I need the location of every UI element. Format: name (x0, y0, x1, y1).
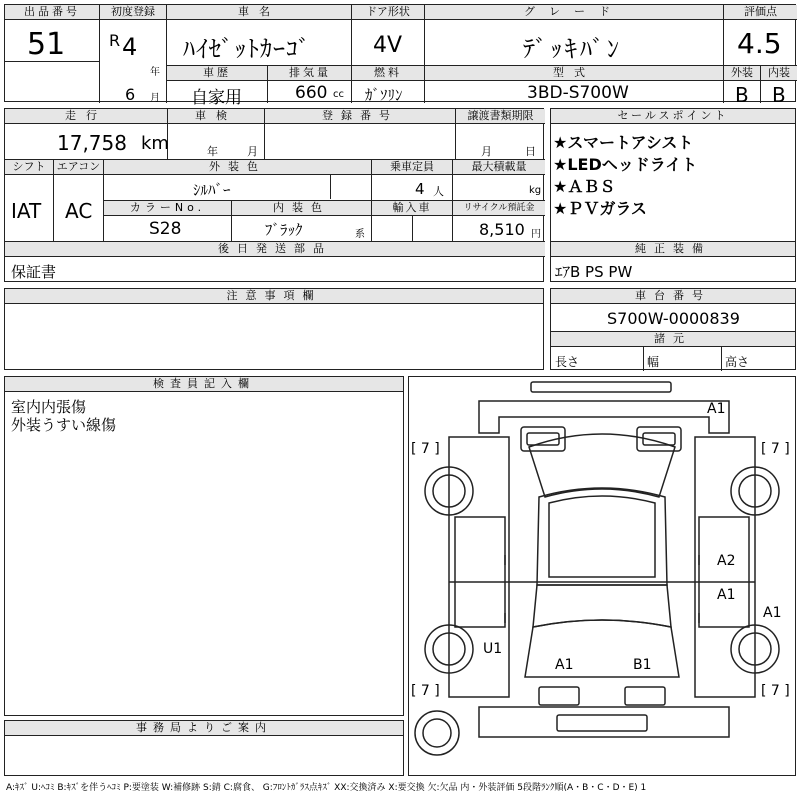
recycle-label: リサイクル預託金 (453, 201, 545, 216)
mark-b1: B1 (633, 657, 652, 673)
sales-point-3: ★ＡＢＳ (553, 177, 616, 196)
ac: AC (65, 199, 93, 223)
mark-far-right-a1: A1 (763, 605, 782, 621)
width-label: 幅 (647, 355, 660, 369)
insp-month-unit: 月 (247, 145, 258, 158)
later-parts-label: 後日発送部品 (5, 242, 545, 257)
length-label: 長さ (555, 355, 580, 369)
history: 自家用 (191, 88, 242, 108)
load-unit: kg (529, 185, 542, 196)
mark-rear-left-a1: A1 (555, 657, 574, 673)
fuel: ｶﾞｿﾘﾝ (365, 86, 403, 104)
mark-right-mid-a1: A1 (717, 587, 736, 603)
score-label: 評価点 (724, 5, 797, 20)
sales-point-2: ★LEDヘッドライト (553, 155, 698, 174)
mark-left-top-bracket: [ 7 ] (411, 441, 440, 457)
model: 3BD-S700W (527, 83, 629, 103)
ac-label: エアコン (54, 160, 103, 175)
grade: ﾃﾞｯｷﾊﾞﾝ (523, 35, 622, 63)
height-label: 高さ (725, 355, 750, 369)
chassis-label: 車台番号 (551, 289, 795, 304)
score: 4.5 (737, 27, 782, 60)
lot-no: 51 (27, 27, 66, 62)
recycle: 8,510 (479, 220, 525, 239)
lot-no-label: 出品番号 (5, 5, 99, 20)
era: R (109, 31, 121, 50)
ext-color: ｼﾙﾊﾞｰ (193, 181, 231, 199)
office-block (4, 720, 404, 776)
color-no: S28 (149, 219, 182, 239)
mileage-unit: km (141, 133, 169, 154)
recycle-unit: 円 (531, 229, 541, 240)
mileage-label: 走行 (5, 109, 167, 124)
door-label: ドア形状 (352, 5, 424, 20)
model-label: 型式 (425, 66, 723, 81)
reg-year-unit: 年 (150, 67, 160, 78)
equipment-label: 純正装備 (551, 242, 795, 257)
ext-color-label: 外装色 (104, 160, 371, 175)
regno-label: 登録番号 (265, 109, 455, 124)
office-label: 事務局よりご案内 (5, 721, 403, 736)
mileage: 17,758 (57, 131, 127, 155)
header-block (4, 4, 796, 108)
grade-label: グレード (425, 5, 723, 20)
color-no-label: カラーNo. (104, 201, 231, 216)
car-name: ﾊｲｾﾞｯﾄｶｰｺﾞ (183, 35, 311, 63)
damage-diagram-block (408, 376, 796, 776)
inspection-label: 車検 (168, 109, 264, 124)
load-label: 最大積載量 (453, 160, 545, 175)
spec-label: 諸元 (551, 332, 795, 347)
displacement-label: 排気量 (268, 66, 352, 81)
car-name-label: 車名 (167, 5, 351, 20)
capacity-label: 乗車定員 (372, 160, 452, 175)
import-label: 輸入車 (372, 201, 452, 216)
sales-point-1: ★スマートアシスト (553, 133, 694, 152)
transfer-label: 譲渡書類期限 (456, 109, 545, 124)
capacity: 4 (415, 180, 425, 198)
reg-month: 6 (125, 85, 136, 104)
inspector-block (4, 376, 404, 716)
mark-u1: U1 (483, 641, 503, 657)
int-color-label: 内装色 (232, 201, 371, 216)
history-label: 車歴 (167, 66, 267, 81)
sales-points-block (550, 108, 796, 282)
sales-points-label: セールスポイント (551, 109, 795, 124)
notes-label: 注意事項欄 (5, 289, 543, 304)
displacement: 660 (295, 83, 328, 103)
inspector-line-1: 室内内張傷 (11, 398, 87, 416)
exterior-label: 外装 (724, 66, 760, 81)
insp-year-unit: 年 (207, 145, 218, 158)
later-parts: 保証書 (11, 263, 57, 281)
fuel-label: 燃料 (352, 66, 424, 81)
chassis-block (550, 288, 796, 370)
displacement-unit: cc (333, 89, 344, 100)
shift: IAT (11, 199, 42, 223)
mark-right-top-bracket: [ 7 ] (761, 441, 790, 457)
chassis-number: S700W-0000839 (607, 309, 740, 328)
vehicle-details-block (4, 108, 544, 282)
sales-point-4: ★ＰＶガラス (553, 199, 647, 218)
transfer-month-unit: 月 (481, 145, 492, 158)
capacity-unit: 人 (433, 185, 444, 198)
int-color: ﾌﾞﾗｯｸ (265, 221, 303, 239)
door: 4V (373, 33, 403, 58)
mark-top-right-a1: A1 (707, 401, 726, 417)
mark-right-bottom-bracket: [ 7 ] (761, 683, 790, 699)
first-reg-label: 初度登録 (100, 5, 166, 20)
damage-legend: A:ｷｽﾞ U:ﾍｺﾐ B:ｷｽﾞを伴うﾍｺﾐ P:要塗装 W:補修跡 S:錆 C:腐食、 G:ﾌﾛﾝﾄｶﾞﾗｽ点ｷｽﾞ XX:交換済み X:要交換 欠:欠品 内・外装評価 5段階ﾗﾝｸ順(A・B・C・D・E) 1 (6, 783, 647, 793)
reg-year: 4 (122, 33, 138, 61)
mark-a2: A2 (717, 553, 736, 569)
exterior-grade: B (735, 83, 749, 107)
shift-label: シフト (5, 160, 53, 175)
transfer-day-unit: 日 (525, 145, 536, 158)
equipment: ｴｱB PS PW (555, 263, 633, 281)
inspector-label: 検査員記入欄 (5, 377, 403, 392)
interior-label: 内装 (761, 66, 797, 81)
inspector-line-2: 外装うすい線傷 (11, 416, 117, 434)
car-diagram (409, 377, 795, 775)
int-color-unit: 系 (355, 229, 365, 240)
interior-grade: B (772, 83, 786, 107)
notes-block (4, 288, 544, 370)
reg-month-unit: 月 (150, 93, 160, 104)
mark-left-bottom-bracket: [ 7 ] (411, 683, 440, 699)
